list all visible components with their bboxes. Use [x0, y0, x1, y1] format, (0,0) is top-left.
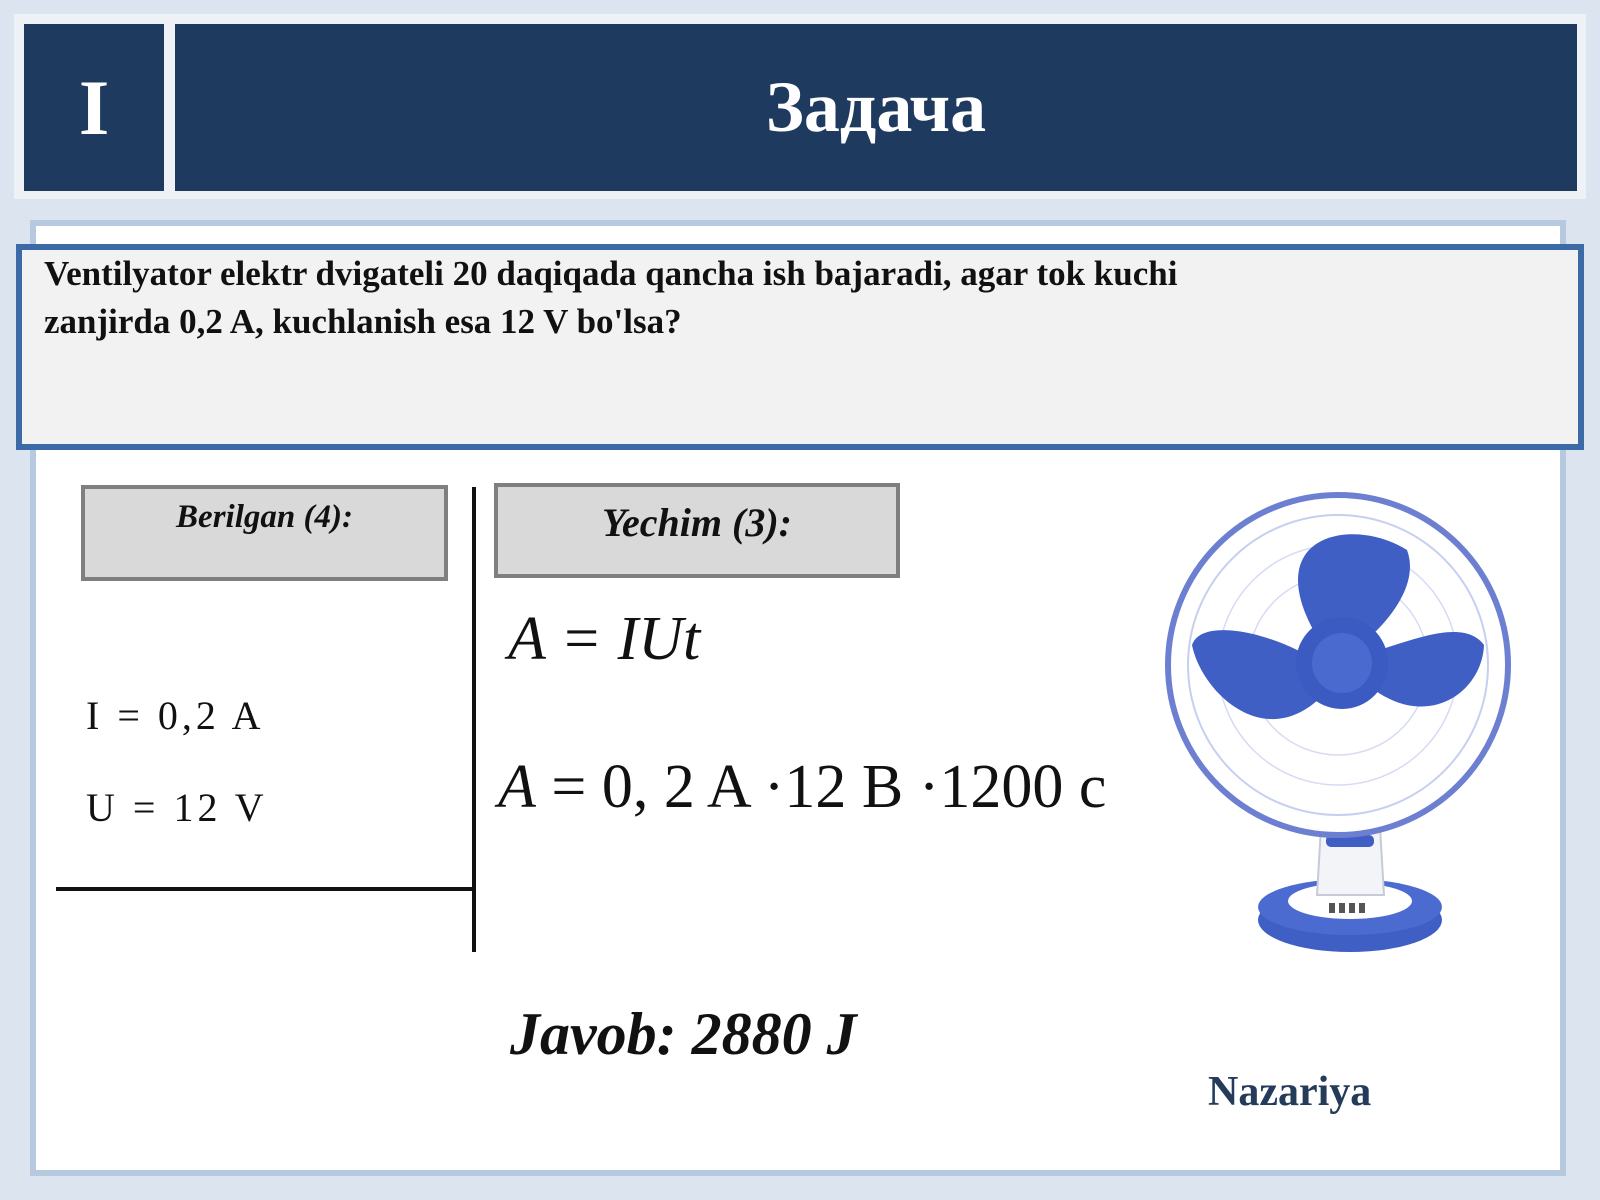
- answer: Javob: 2880 J: [510, 1001, 857, 1067]
- given-voltage: [86, 788, 316, 802]
- formula-work: A = IUt: [508, 605, 701, 673]
- formula-substitution: [498, 752, 1106, 823]
- problem-line-2: zanjirda 0,2 A, kuchlanish esa 12 V bo'lsa?: [44, 302, 682, 341]
- problem-statement: [16, 244, 1584, 450]
- solution-header: Yechim (3):: [494, 483, 900, 578]
- formula-lhs: A: [498, 753, 536, 821]
- slide-number: I: [24, 24, 164, 191]
- table-fan-icon: [1162, 495, 1530, 980]
- given-current: [86, 696, 316, 710]
- given-header: Berilgan (4):: [81, 485, 448, 581]
- formula-rhs: = 0, 2 A ·12 B ·1200 c: [551, 753, 1107, 821]
- nazariya-link[interactable]: Nazariya: [1208, 1069, 1372, 1115]
- slide-title: Задача: [175, 24, 1577, 191]
- divider-vertical: [472, 487, 476, 952]
- divider-horizontal: [56, 887, 474, 891]
- problem-line-1: Ventilyator elektr dvigateli 20 daqiqada qancha ish bajaradi, agar tok kuchi: [44, 254, 1178, 293]
